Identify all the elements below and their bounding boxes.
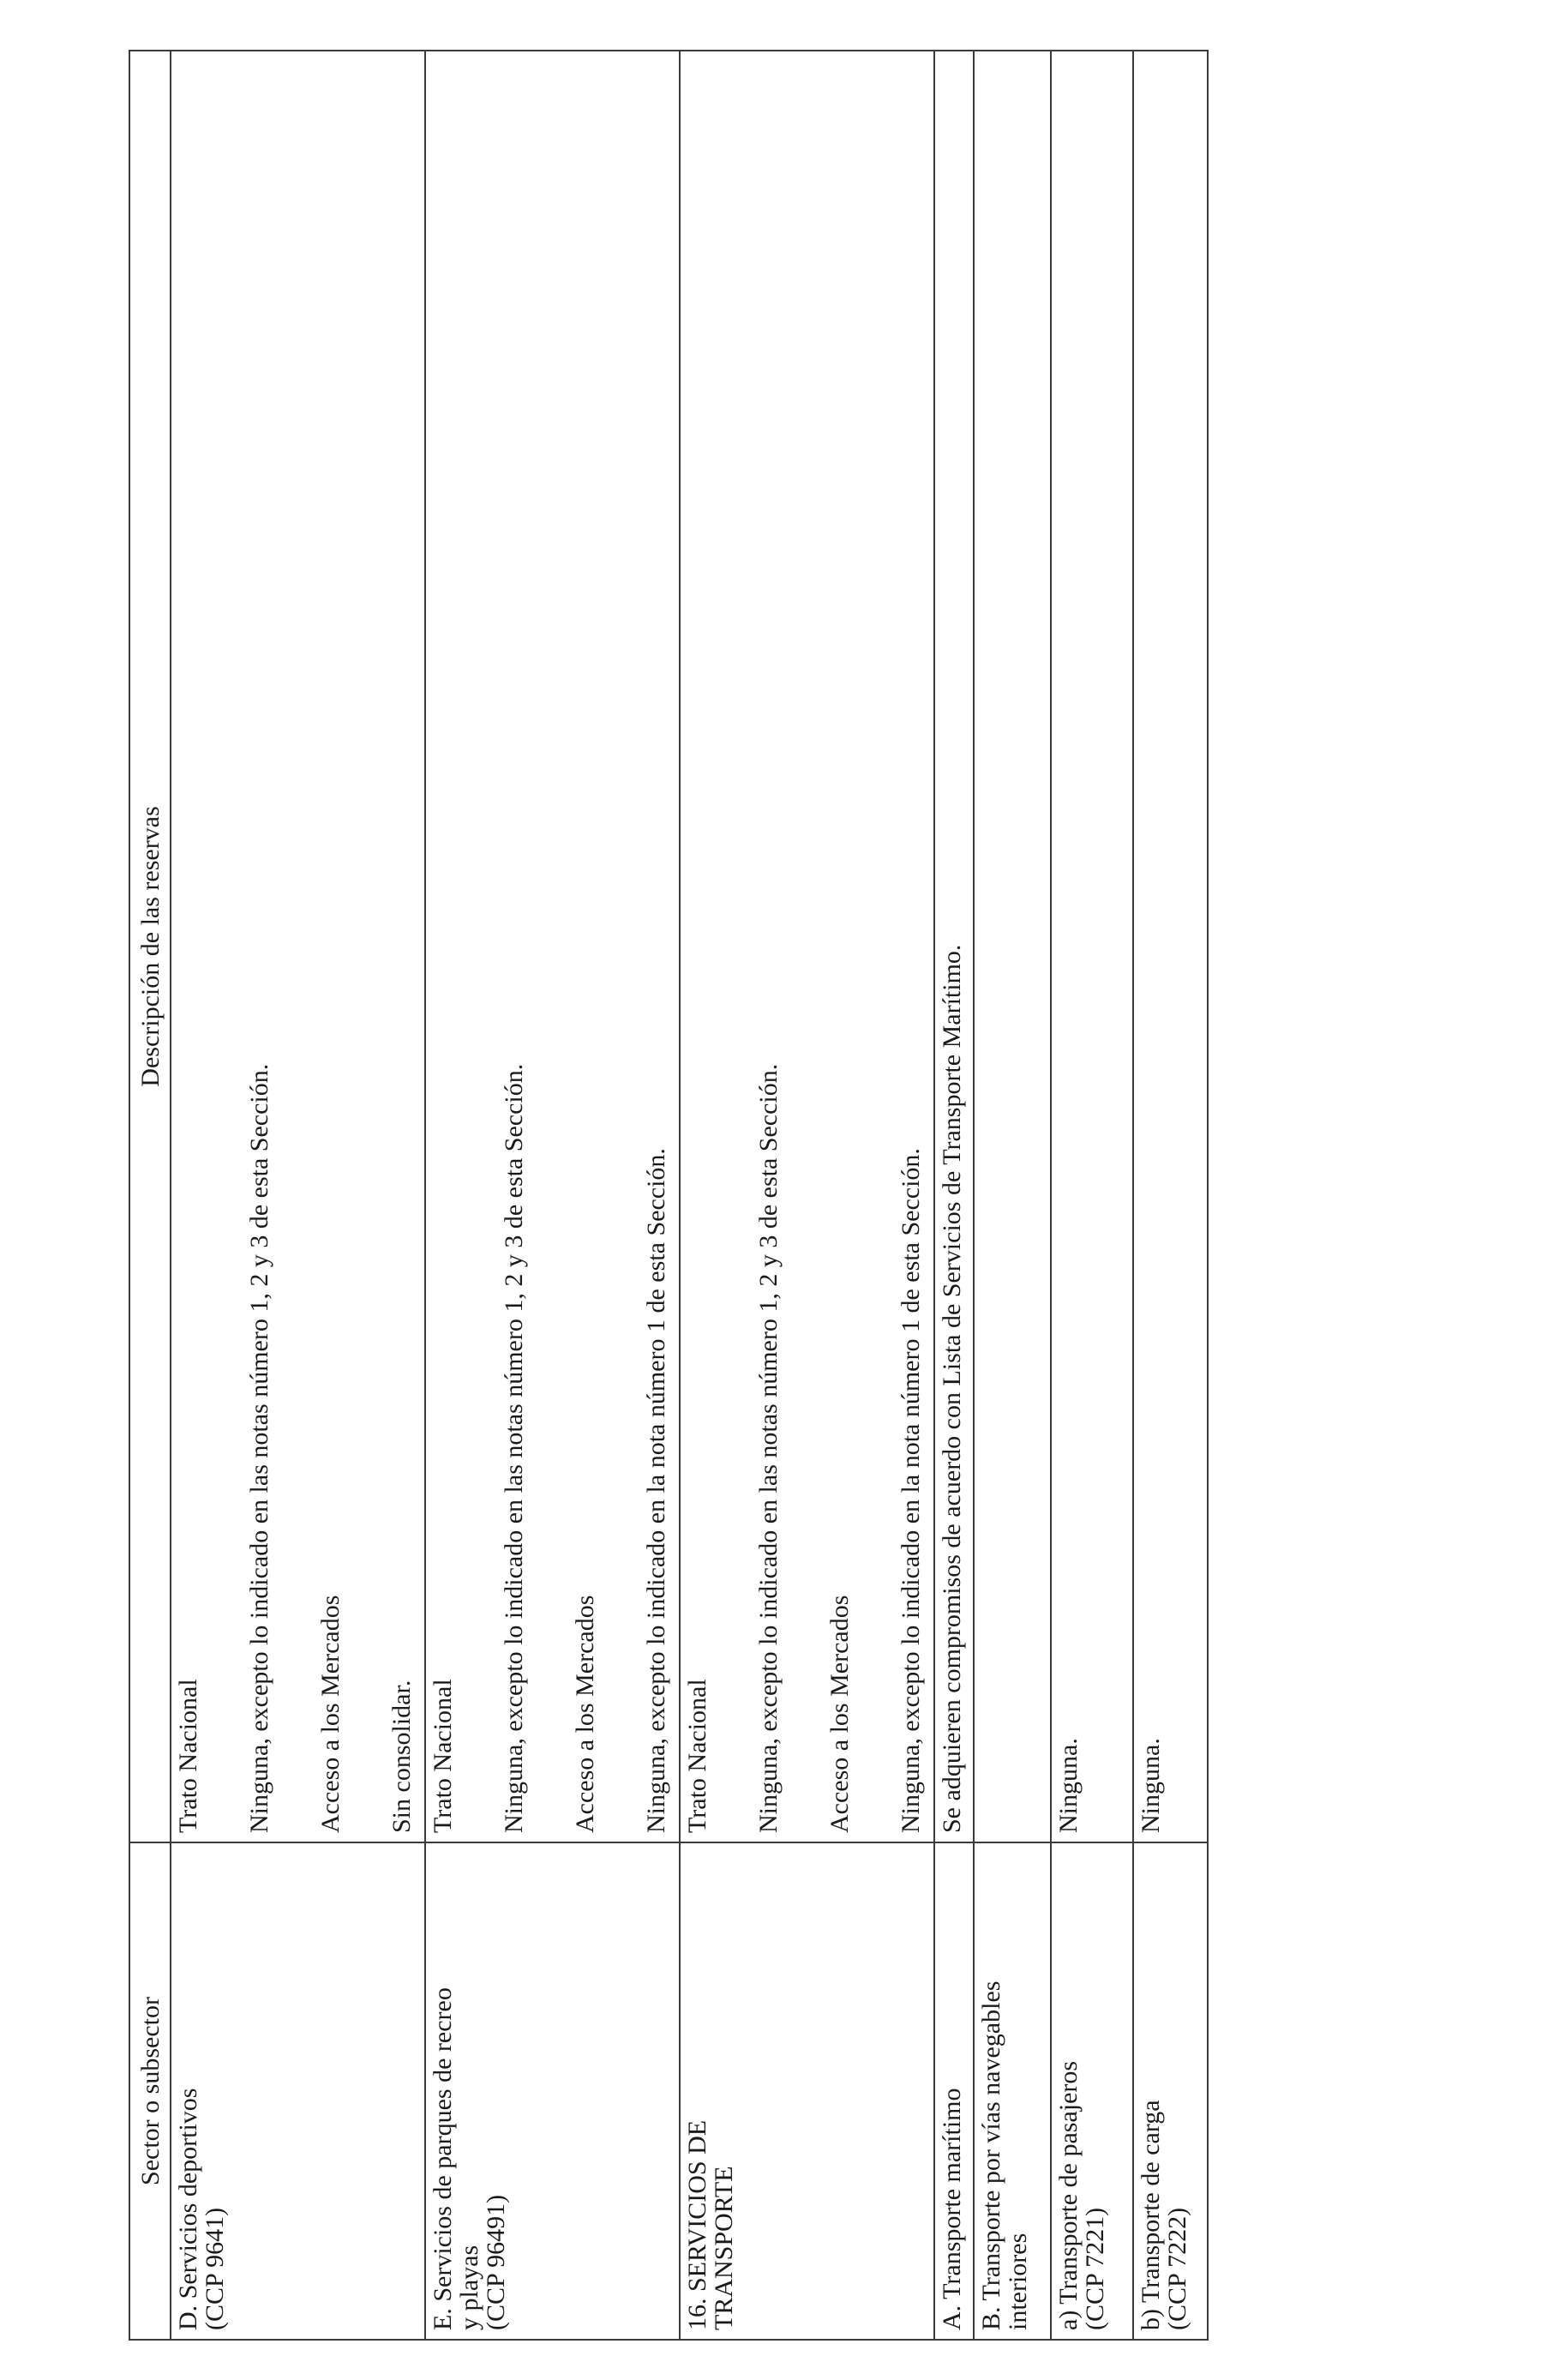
sector-cell	[1051, 1842, 1133, 2340]
description-cell	[171, 51, 425, 1842]
description-line: Ninguna.	[1136, 1738, 1165, 1833]
sector-line: 16. SERVICIOS DE	[682, 2119, 711, 2330]
description-line: Ninguna, excepto lo indicado en las notas número 1, 2 y 3 de esta Sección.	[245, 1063, 273, 1833]
description-cell	[934, 51, 975, 1842]
description-cell	[680, 51, 934, 1842]
reservations-table	[129, 50, 1209, 2341]
description-line: Trato Nacional	[428, 1679, 457, 1833]
sector-line: B. Transporte por vías navegables	[977, 1980, 1006, 2330]
description-cell	[425, 51, 680, 1842]
table-row	[171, 51, 425, 2340]
table-row	[974, 51, 1050, 2340]
table-row	[680, 51, 934, 2340]
sector-line: E. Servicios de parques de recreo	[428, 1987, 457, 2330]
description-line: Acceso a los Mercados	[316, 1595, 345, 1833]
sector-cell	[934, 1842, 975, 2340]
table-row	[425, 51, 680, 2340]
sector-line: (CCP 7221)	[1080, 2207, 1109, 2330]
header-sector: Sector o subsector	[129, 1842, 171, 2340]
description-line: Ninguna, excepto lo indicado en las notas número 1, 2 y 3 de esta Sección.	[753, 1063, 783, 1833]
sector-cell	[1133, 1842, 1208, 2340]
sector-line: A. Transporte marítimo	[937, 2088, 966, 2330]
sector-cell	[425, 1842, 680, 2340]
description-cell	[974, 51, 1050, 1842]
sector-line: b) Transporte de carga	[1136, 2100, 1165, 2330]
sector-line: (CCP 96491)	[481, 2194, 510, 2330]
table-row	[1133, 51, 1208, 2340]
description-line: Ninguna, excepto lo indicado en la nota número 1 de esta Sección.	[896, 1148, 925, 1833]
description-line: Ninguna.	[1053, 1738, 1083, 1833]
description-cell	[1133, 51, 1208, 1842]
sector-cell	[680, 1842, 934, 2340]
header-description: Descripción de las reservas	[129, 51, 171, 1842]
description-line: Trato Nacional	[174, 1679, 202, 1833]
description-line: Trato Nacional	[682, 1679, 711, 1833]
sector-line: D. Servicios deportivos	[174, 2088, 202, 2330]
sector-cell	[171, 1842, 425, 2340]
description-line: Ninguna, excepto lo indicado en la nota número 1 de esta Sección.	[641, 1148, 670, 1833]
description-line: Sin consolidar.	[387, 1680, 416, 1833]
table-header-row	[129, 51, 171, 2340]
sector-line: a) Transporte de pasajeros	[1053, 2060, 1083, 2330]
description-line: Se adquieren compromisos de acuerdo con Lista de Servicios de Transporte Marítimo.	[937, 944, 966, 1833]
sector-line: y playas	[454, 2245, 483, 2330]
sector-cell	[974, 1842, 1050, 2340]
description-line: Ninguna, excepto lo indicado en las notas número 1, 2 y 3 de esta Sección.	[499, 1063, 528, 1833]
description-cell	[1051, 51, 1133, 1842]
sector-line: (CCP 9641)	[201, 2207, 229, 2330]
sector-line: TRANSPORTE	[709, 2166, 738, 2330]
description-line: Acceso a los Mercados	[825, 1595, 854, 1833]
rotated-page	[129, 51, 1209, 2341]
description-line: Acceso a los Mercados	[570, 1595, 599, 1833]
sector-line: (CCP 7222)	[1162, 2207, 1191, 2330]
sector-line: interiores	[1004, 2233, 1033, 2330]
table-row	[1051, 51, 1133, 2340]
table-row	[934, 51, 975, 2340]
